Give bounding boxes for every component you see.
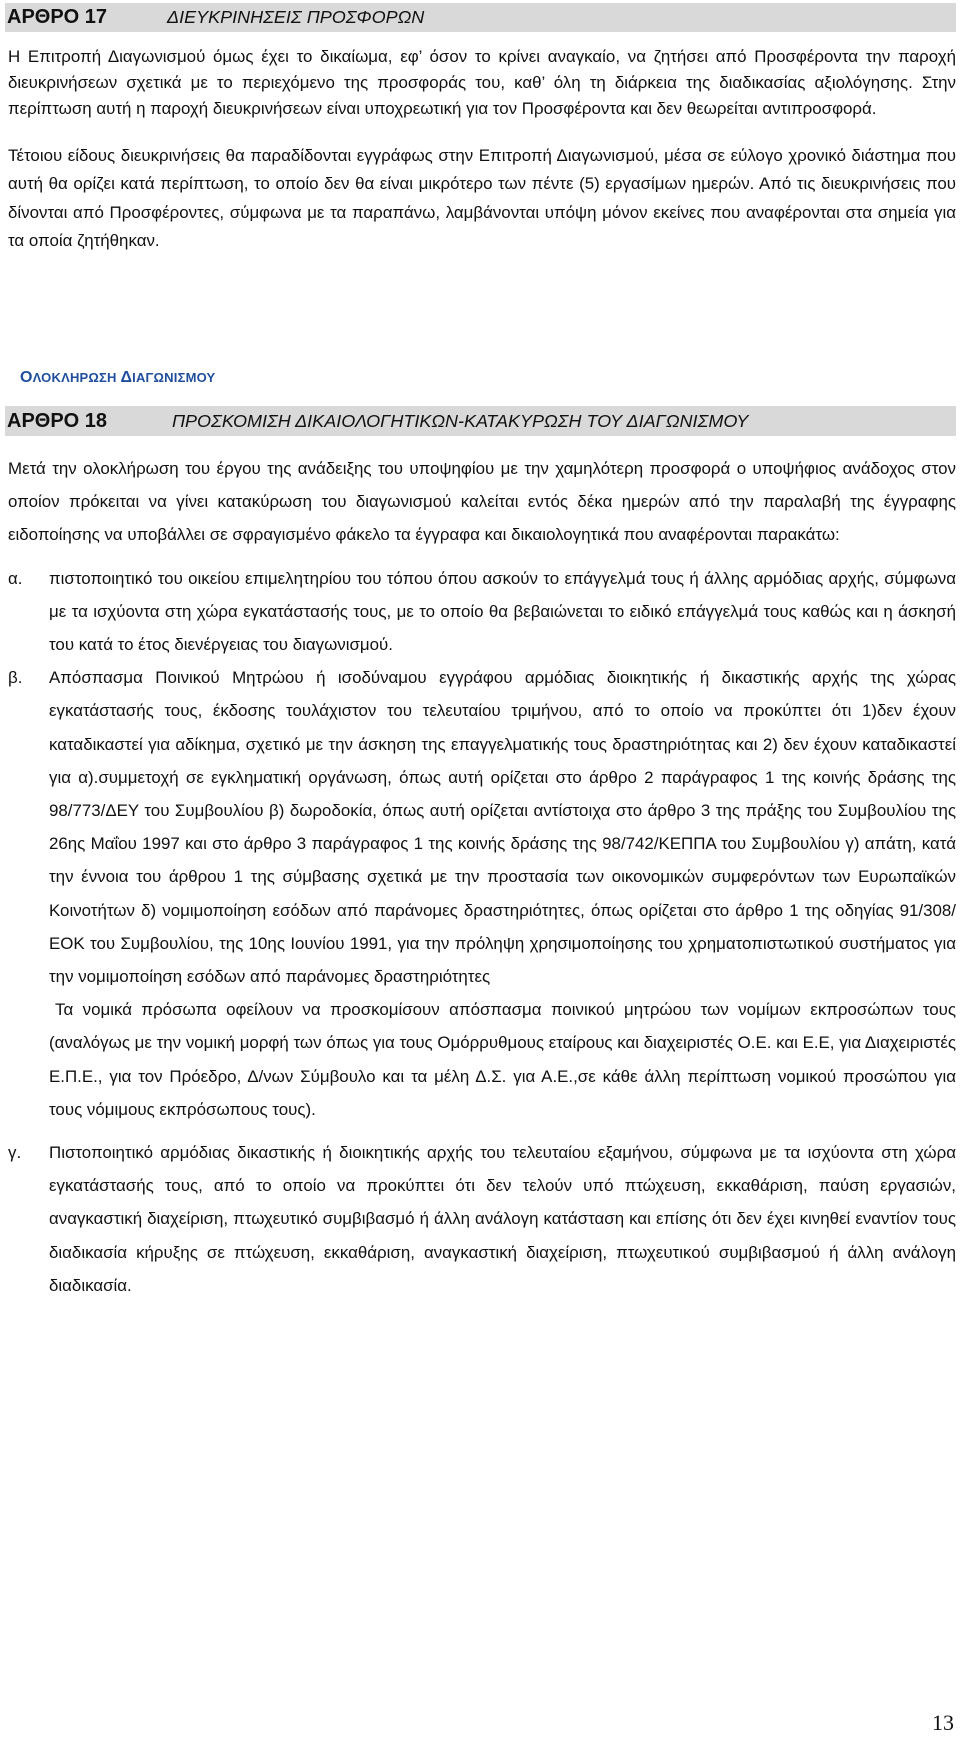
article-17-paragraph-2: Τέτοιου είδους διευκρινήσεις θα παραδίδονται εγγράφως στην Επιτροπή Διαγωνισμού, μέσα σε εύλογο χρονικό διάστημα που αυτή θα ορίζει κατά περίπτωση, το οποίο δεν θα είναι μικρότερο των πέντε (5) εργασίμων ημερών. Από τις διευκρινήσεις που δίνονται από Προσφέροντες, σύμφωνα με τα παραπάνω, λαμβάνονται υπόψη μόνον εκείνες που αναφέρονται στα σημεία για τα οποία ζητήθηκαν.	[8, 145, 956, 251]
article-18-intro: Μετά την ολοκλήρωση του έργου της ανάδειξης του υποψηφίου με την χαμηλότερη προσφορά ο υποψήφιος ανάδοχος στον οποίον πρόκειται να γίνει κατακύρωση του διαγωνισμού καλείται εντός δέκα ημερών από την παραλαβή της έγγραφης ειδοποίησης να υποβάλλει σε σφραγισμένο φάκελο τα έγγραφα και δικαιολογητικά που αναφέρονται παρακάτω:	[8, 459, 956, 545]
list-marker-b: β.	[8, 668, 23, 688]
article-17-title: ΔΙΕΥΚΡΙΝΗΣΕΙΣ ΠΡΟΣΦΟΡΩΝ	[167, 7, 425, 27]
list-item-a-text: πιστοποιητικό του οικείου επιμελητηρίου του τόπου όπου ασκούν το επάγγελμά τους ή άλλης αρμόδιας αρχής, σύμφωνα με τα ισχύοντα στη χώρα εγκατάστασής τους, με το οποίο θα βεβαιώνεται το ειδικό επάγγελμά τους καθώς και η άσκησή του κατά το έτος διενέργειας του διαγωνισμού.	[49, 568, 956, 655]
article-17-body	[8, 44, 956, 256]
article-18-heading	[5, 406, 956, 436]
section-heading: ΟΛΟΚΛΗΡΩΣΗ ΔΙΑΓΩΝΙΣΜΟΥ	[20, 369, 216, 386]
list-marker-c: γ.	[8, 1143, 22, 1163]
list-item-c-text: Πιστοποιητικό αρμόδιας δικαστικής ή διοικητικής αρχής του τελευταίου εξαμήνου, σύμφωνα με τα ισχύοντα στη χώρα εγκατάστασής τους, από το οποίο να προκύπτει ότι δεν τελούν υπό πτώχευση, εκκαθάριση, παύση εργασιών, αναγκαστική διαχείριση, πτωχευτικό συμβιβασμό ή άλλη ανάλογη κατάσταση και επίσης ότι δεν έχει κινηθεί εναντίον τους διαδικασία κήρυξης σε πτώχευση, εκκαθάριση, αναγκαστική διαχείριση, πτωχευτικού συμβιβασμού ή άλλη ανάλογη διαδικασία.	[49, 1143, 956, 1295]
list-item-b	[8, 661, 956, 1126]
article-18-body	[8, 452, 956, 1302]
list-item-b-text: Απόσπασμα Ποινικού Μητρώου ή ισοδύναμου εγγράφου αρμόδιας διοικητικής ή δικαστικής αρχής της χώρας εγκατάστασής τους, έκδοσης τουλάχιστον του τελευταίου τριμήνου, από το οποίο να προκύπτει ότι 1)δεν έχουν καταδικαστεί για αδίκημα, σχετικό με την άσκηση της επαγγελματικής τους δραστηριότητας και 2) δεν έχουν καταδικαστεί για α).συμμετοχή σε εγκληματική οργάνωση, όπως αυτή ορίζεται στο άρθρο 2 παράγραφος 1 της κοινής δράσης της 98/773/ΔΕΥ του Συμβουλίου β) δωροδοκία, όπως αυτή ορίζεται αντίστοιχα στο άρθρο 3 της πράξης του Συμβουλίου της 26ης Μαΐου 1997 και στο άρθρο 3 παράγραφος 1 της κοινής δράσης της 98/742/ΚΕΠΠΑ του Συμβουλίου γ) απάτη, κατά την έννοια του άρθρου 1 της σύμβασης σχετικά με την προστασία των οικονομικών συμφερόντων των Ευρωπαϊκών Κοινοτήτων δ) νομιμοποίηση εσόδων από παράνομες δραστηριότητες, όπως ορίζεται στο άρθρο 1 της οδηγίας 91/308/ΕΟΚ του Συμβουλίου, της 10ης Ιουνίου 1991, για την πρόληψη χρησιμοποίησης του χρηματοπιστωτικού συστήματος για την νομιμοποίηση εσόδων από παράνομες δραστηριότητες	[49, 668, 956, 987]
list-item-c	[8, 1136, 956, 1302]
list-marker-a: α.	[8, 568, 23, 588]
list-item-a	[8, 562, 956, 662]
article-18-number: ΑΡΘΡΟ 18	[7, 410, 108, 432]
article-17-heading	[5, 3, 956, 32]
article-18-title: ΠΡΟΣΚΟΜΙΣΗ ΔΙΚΑΙΟΛΟΓΗΤΙΚΩΝ-ΚΑΤΑΚΥΡΩΣΗ ΤΟΥ ΔΙΑΓΩΝΙΣΜΟΥ	[172, 411, 749, 431]
article-17-number: ΑΡΘΡΟ 17	[7, 6, 108, 28]
article-17-paragraph-1: Η Επιτροπή Διαγωνισμού όμως έχει το δικαίωμα, εφ’ όσον το κρίνει αναγκαίο, να ζητήσει από Προσφέροντα την παροχή διευκρινήσεων σχετικά με το περιεχόμενο της προσφοράς του, καθ’ όλη τη διάρκεια της διαδικασίας αξιολόγησης. Στην περίπτωση αυτή η παροχή διευκρινήσεων είναι υποχρεωτική για τον Προσφέροντα και δεν θεωρείται αντιπροσφορά.	[8, 47, 956, 119]
list-item-b-continuation: Τα νομικά πρόσωπα οφείλουν να προσκομίσουν απόσπασμα ποινικού μητρώου των νομίμων εκπροσώπων τους (αναλόγως με την νομική μορφή των όπως για τους Ομόρρυθμους εταίρους και διαχειριστές Ο.Ε. και Ε.Ε, για Διαχειριστές Ε.Π.Ε., για τον Πρόεδρο, Δ/νων Σύμβουλο και τα μέλη Δ.Σ. για Α.Ε.,σε κάθε άλλη περίπτωση νομικού προσώπου για τους νόμιμους εκπρόσωπους τους).	[49, 1000, 956, 1119]
page-number: 13	[932, 1710, 954, 1735]
